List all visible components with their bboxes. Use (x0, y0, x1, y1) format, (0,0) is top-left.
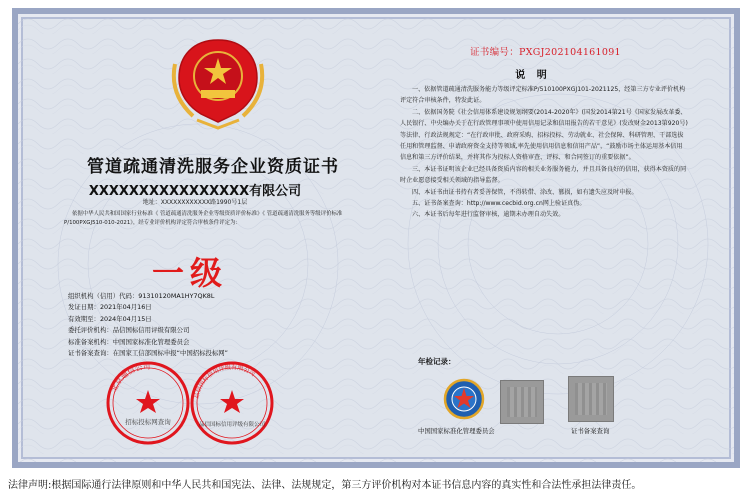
national-emblem-icon (163, 34, 273, 130)
info-credit-code: 组织机构（信用）代码：91310120MA1HY7QK8L (68, 292, 215, 300)
qr-code-image (568, 376, 614, 422)
certificate-number: 证书编号：PXGJ202104161091 (470, 47, 621, 58)
notes-list (400, 84, 688, 221)
legal-disclaimer: 法律声明:根据国际通行法律原则和中华人民共和国宪法、法律、法规规定，第三方评价机构对本证书信息内容的真实性和合法性承担法律责任。 (8, 480, 642, 491)
company-address: 地址：XXXXXXXXXXXX路1990号1层 (142, 199, 248, 206)
note-item: 六、本证书后每年进行监督审核，逾期未办理自动失效。 (412, 211, 565, 219)
note-item: 三、本证书证明该企业已经具备资质内容的相关业务服务能力，并且具备良好的信用，获得本资质的同时企业愿意接受相关领域的指导监督。 (400, 165, 687, 185)
info-evaluation-agency: 委托评价机构：品信国标信用评级有限公司 (68, 326, 190, 335)
info-issue-date: 发证日期：2021年04月16日 (68, 303, 152, 312)
right-seal-icon (192, 363, 272, 443)
right-seal-text: 品信国标信用评级有限公司 (193, 363, 257, 400)
left-seal-caption: 招标投标网查询 (125, 418, 171, 426)
company-name: XXXXXXXXXXXXXXXX有限公司 (88, 184, 302, 199)
annual-inspection-label: 年检记录： (418, 357, 456, 366)
official-seals (100, 358, 280, 448)
standards-committee-logo-icon (443, 378, 485, 420)
left-seal-icon (108, 362, 188, 443)
certificate-info (68, 291, 348, 359)
certification-basis: 依据中华人民共和国国家行业标准《 管道疏通清洗服务企业等级资质评价标准》《 管道疏通清洗服务等级评价标准P/100PXGJ510-010-2021》，经专业评价机构评定符合审核条件评定为： (64, 211, 343, 226)
right-seal-caption: 品信国标信用评级有限公司 (198, 422, 266, 428)
qr-caption: 证书备案查询 (571, 427, 610, 435)
note-item: 二、依据国务院《社会信用体系建设规划纲要(2014-2020年》(国发2014第21号《国家发展改革委、人民银行、中央编办关于在行政管理事项中使用信用记录和信用报告的若干意见》(发改财金2013第920号)等法律、行政法规规定：“在行政审批、政府采购、招标投标、劳动就业、社会保障、科研管理、干部选拔任用和管理监督、申请政府资金支持等领域,率先使用信用信息和信用产品”，“鼓励市场主体运用基本信用信息和第三方评价结果，并将其作为投标人资格审查、评标、和合同签订的重要依据”。 (400, 108, 688, 162)
info-expiry-date: 有效期至：2024年04月15日 (68, 314, 152, 323)
qr-code-image (500, 380, 544, 424)
note-item: 四、本证书由证书持有者妥善保管，不得转借、涂改、篡损，如有遗失应及时申报。 (412, 188, 638, 196)
org-caption: 中国国家标准化管理委员会 (418, 427, 495, 435)
note-item: 一、依据管道疏通清洗服务能力等级评定标准P/510100PXGJ101-2021125，经第三方专业评价机构评定符合审核条件，特发此证。 (400, 86, 686, 105)
certificate-title: 管道疏通清洗服务企业资质证书 (87, 157, 339, 177)
svg-text:北京通信公司 (108, 362, 150, 393)
note-item: 五、证书备案查询：http://www.cecbid.org.cn网上验证真伪。 (412, 200, 586, 208)
left-seal-text: 北京通信公司 (109, 361, 151, 394)
info-filing-agency: 标准备案机构：中国国家标准化管理委员会 (68, 337, 190, 346)
qualification-level: 一级 (151, 254, 228, 292)
svg-text:品信国标信用评级有限公司 (192, 363, 257, 399)
info-filing-query: 证书备案查询：在国家工信部国标申报“中国招标投标网” (68, 349, 228, 358)
notes-title: 说 明 (515, 70, 551, 81)
